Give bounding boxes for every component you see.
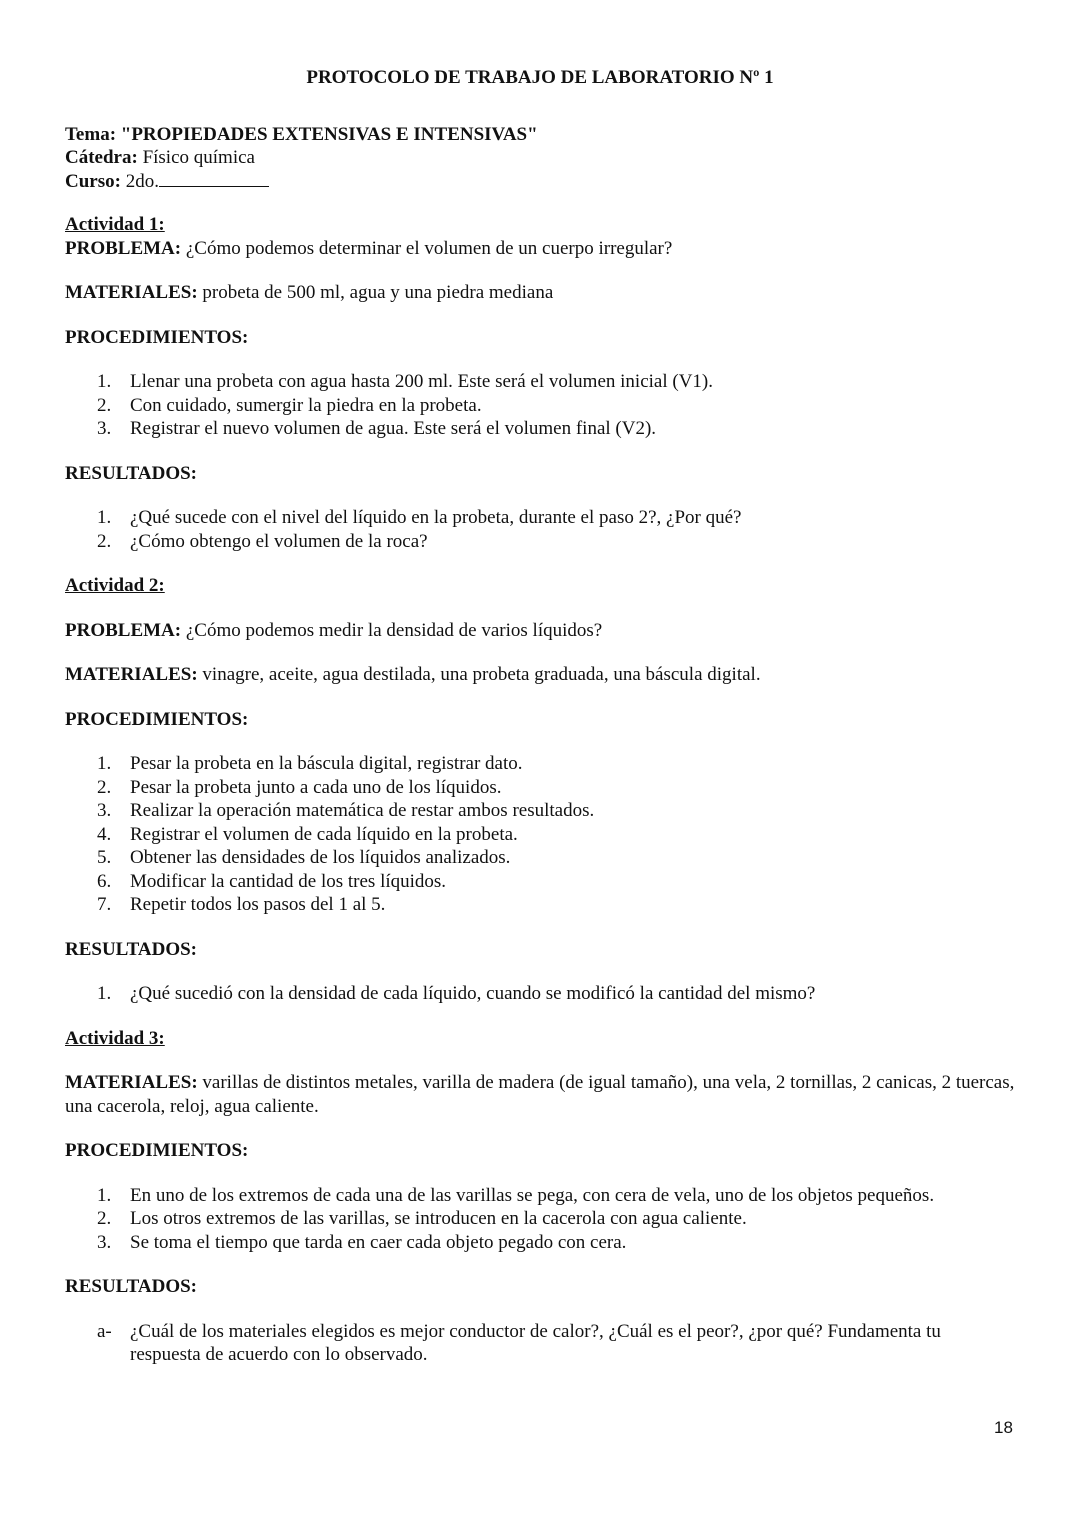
list-item-number: 1.	[97, 983, 112, 1004]
list-item	[65, 823, 1015, 847]
tema-label: Tema:	[65, 123, 117, 145]
materiales-label: MATERIALES:	[65, 282, 198, 303]
list-item-number: 2.	[97, 530, 112, 552]
actividad-2-materiales	[65, 663, 1015, 687]
list-item-number: a-	[97, 1320, 112, 1342]
catedra-line	[65, 146, 1015, 170]
materiales-text: varillas de distintos metales, varilla de madera (de igual tamaño), una vela, 2 tornillas, 2 canicas, 2 tuercas, una cacerola, reloj, agua caliente.	[65, 1072, 1015, 1117]
actividad-1-problema	[65, 237, 1015, 261]
list-item-text: ¿Qué sucedió con la densidad de cada líquido, cuando se modificó la cantidad del mismo?	[130, 983, 816, 1004]
list-item-text: Modificar la cantidad de los tres líquidos.	[130, 870, 447, 892]
actividad-3-resultados-heading: RESULTADOS:	[65, 1276, 197, 1297]
list-item-text: En uno de los extremos de cada una de las varillas se pega, con cera de vela, uno de los objetos pequeños.	[130, 1184, 935, 1206]
list-item-text: Con cuidado, sumergir la piedra en la probeta.	[130, 394, 482, 416]
actividad-2-resultados-heading: RESULTADOS:	[65, 938, 197, 960]
actividad-1-procedimientos-list	[65, 370, 1015, 441]
list-item-number: 3.	[97, 418, 112, 439]
list-item-text: Llenar una probeta con agua hasta 200 ml. Este será el volumen inicial (V1).	[130, 371, 713, 392]
list-item-text: Se toma el tiempo que tarda en caer cada objeto pegado con cera.	[130, 1231, 627, 1253]
actividad-3-resultados-list	[65, 1320, 1015, 1367]
actividad-2-procedimientos-heading: PROCEDIMIENTOS:	[65, 708, 249, 730]
list-item-number: 3.	[97, 1231, 112, 1253]
actividad-2-resultados-list	[65, 982, 1015, 1006]
list-item	[65, 506, 1015, 530]
list-item-text: ¿Qué sucede con el nivel del líquido en la probeta, durante el paso 2?, ¿Por qué?	[130, 507, 742, 528]
tema-line	[65, 123, 1015, 147]
curso-label: Curso:	[65, 170, 121, 192]
actividad-3-materiales	[65, 1071, 1015, 1118]
list-item	[65, 982, 1015, 1006]
catedra-label: Cátedra:	[65, 147, 138, 168]
list-item	[65, 893, 1015, 917]
list-item-number: 1.	[97, 507, 112, 528]
document-content	[65, 66, 1015, 1367]
curso-line	[65, 170, 1015, 194]
list-item-number: 1.	[97, 753, 112, 774]
list-item-number: 2.	[97, 776, 112, 798]
materiales-text: vinagre, aceite, agua destilada, una probeta graduada, una báscula digital.	[202, 664, 761, 685]
list-item-text: Registrar el nuevo volumen de agua. Este será el volumen final (V2).	[130, 418, 657, 439]
list-item	[65, 370, 1015, 394]
actividad-2-problema	[65, 619, 1015, 643]
actividad-1-heading: Actividad 1:	[65, 214, 165, 235]
list-item	[65, 1231, 1015, 1255]
materiales-label: MATERIALES:	[65, 1072, 198, 1093]
problema-label: PROBLEMA:	[65, 619, 182, 641]
tema-value: "PROPIEDADES EXTENSIVAS E INTENSIVAS"	[120, 123, 538, 145]
list-item-text: Registrar el volumen de cada líquido en la probeta.	[130, 823, 518, 845]
list-item	[65, 799, 1015, 823]
catedra-value: Físico química	[142, 147, 255, 168]
actividad-3-procedimientos-heading: PROCEDIMIENTOS:	[65, 1140, 249, 1161]
list-item-text: Los otros extremos de las varillas, se introducen en la cacerola con agua caliente.	[130, 1208, 747, 1229]
list-item-text: Realizar la operación matemática de restar ambos resultados.	[130, 800, 595, 821]
actividad-1-resultados-heading: RESULTADOS:	[65, 462, 197, 484]
actividad-1-resultados-list	[65, 506, 1015, 553]
actividad-3-heading: Actividad 3:	[65, 1027, 165, 1049]
actividad-2-procedimientos-list	[65, 752, 1015, 917]
list-item-text: ¿Cuál de los materiales elegidos es mejor conductor de calor?, ¿Cuál es el peor?, ¿por qué? Fundamenta tu respuesta de acuerdo con lo observado.	[130, 1320, 941, 1365]
list-item	[65, 776, 1015, 800]
actividad-3-procedimientos-list	[65, 1184, 1015, 1255]
problema-text: ¿Cómo podemos determinar el volumen de un cuerpo irregular?	[185, 237, 673, 259]
list-item	[65, 846, 1015, 870]
list-item-number: 1.	[97, 371, 112, 392]
list-item-number: 2.	[97, 1208, 112, 1229]
list-item	[65, 1320, 1015, 1367]
list-item-number: 6.	[97, 870, 112, 892]
list-item	[65, 752, 1015, 776]
list-item-number: 3.	[97, 800, 112, 821]
list-item	[65, 530, 1015, 554]
list-item-number: 7.	[97, 894, 112, 915]
list-item-text: ¿Cómo obtengo el volumen de la roca?	[130, 530, 428, 552]
list-item-text: Repetir todos los pasos del 1 al 5.	[130, 894, 386, 915]
list-item	[65, 394, 1015, 418]
actividad-1-procedimientos-heading: PROCEDIMIENTOS:	[65, 326, 249, 348]
list-item-number: 5.	[97, 847, 112, 868]
list-item	[65, 417, 1015, 441]
list-item-number: 4.	[97, 823, 112, 845]
page-number: 18	[994, 1418, 1013, 1437]
actividad-2-heading: Actividad 2:	[65, 575, 165, 596]
list-item	[65, 1207, 1015, 1231]
document-title: PROTOCOLO DE TRABAJO DE LABORATORIO Nº 1	[306, 67, 774, 88]
problema-text: ¿Cómo podemos medir la densidad de varios líquidos?	[185, 619, 603, 641]
list-item	[65, 870, 1015, 894]
materiales-text: probeta de 500 ml, agua y una piedra mediana	[202, 282, 554, 303]
list-item-text: Pesar la probeta en la báscula digital, registrar dato.	[130, 753, 523, 774]
list-item-number: 1.	[97, 1184, 112, 1206]
list-item-number: 2.	[97, 394, 112, 416]
actividad-1-materiales	[65, 281, 1015, 305]
list-item	[65, 1184, 1015, 1208]
problema-label: PROBLEMA:	[65, 237, 182, 259]
curso-blank-line	[159, 170, 269, 187]
list-item-text: Pesar la probeta junto a cada uno de los líquidos.	[130, 776, 502, 798]
curso-value: 2do.	[125, 170, 159, 192]
materiales-label: MATERIALES:	[65, 664, 198, 685]
list-item-text: Obtener las densidades de los líquidos analizados.	[130, 847, 511, 868]
